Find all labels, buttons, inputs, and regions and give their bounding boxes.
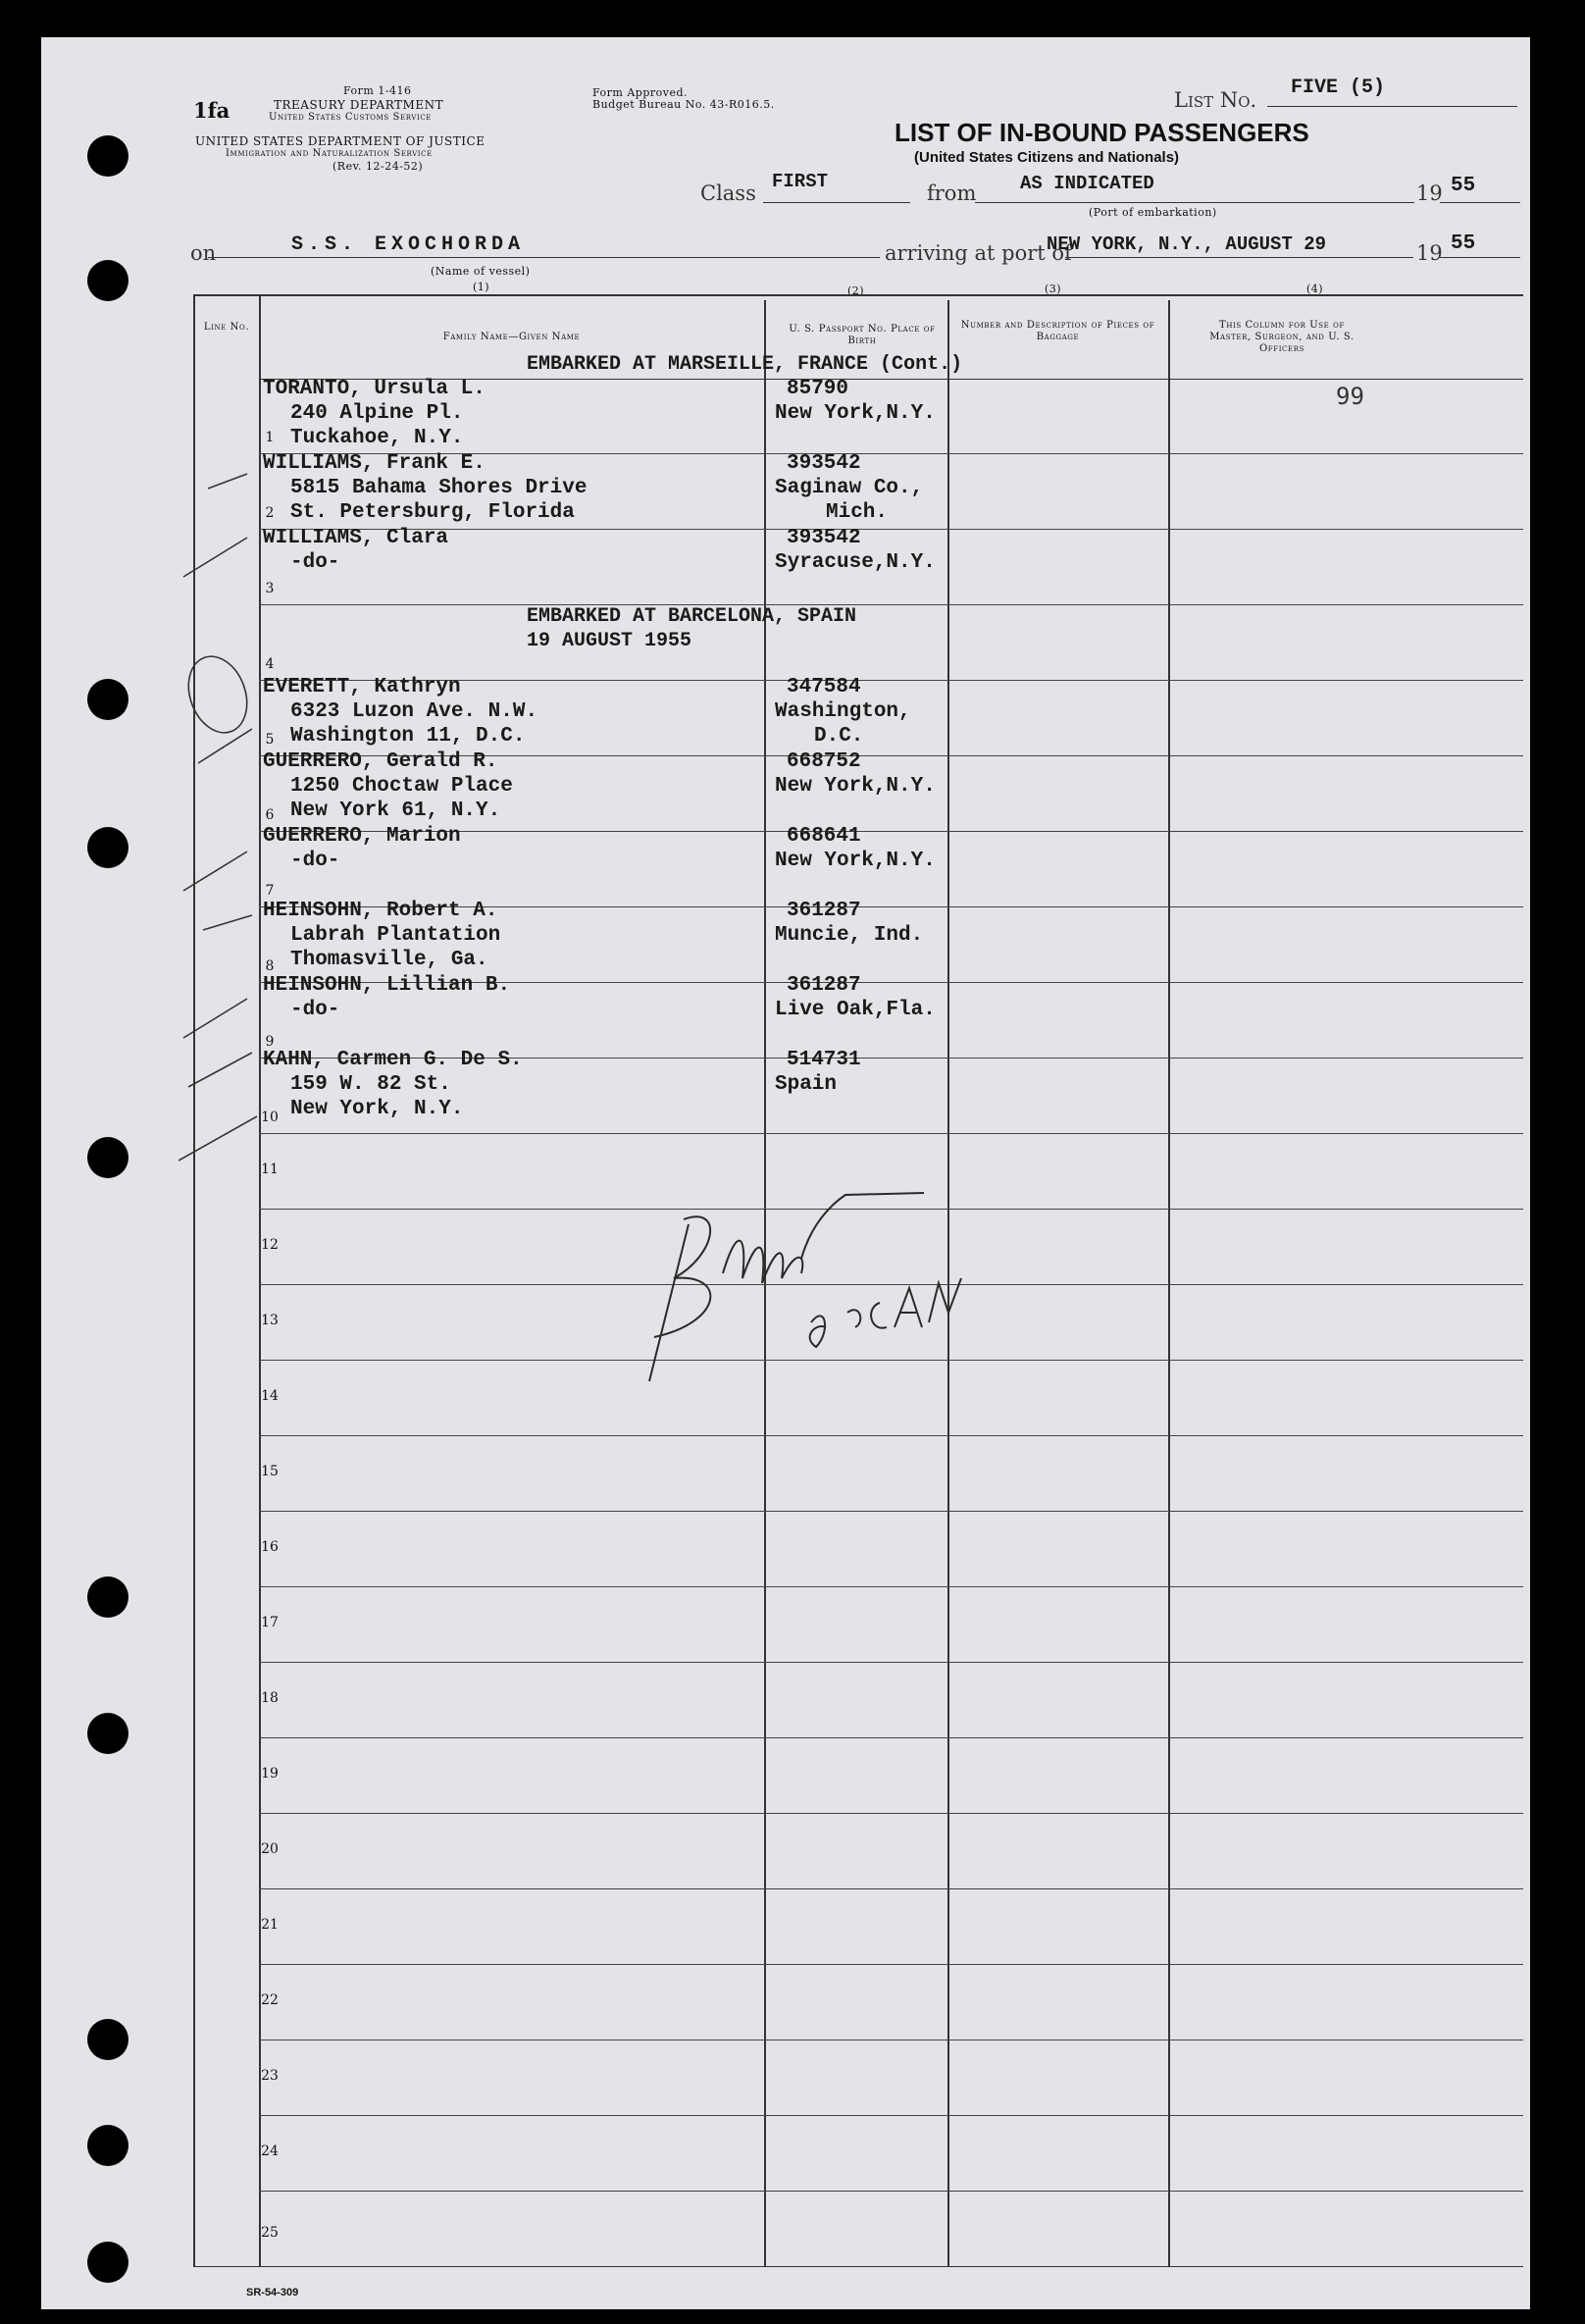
line-number: 23	[261, 2068, 279, 2084]
passport-entry-5	[775, 749, 936, 799]
place-of-birth: Syracuse,N.Y.	[775, 551, 936, 574]
check-mark	[203, 915, 252, 930]
passenger-address: 1250 Choctaw Place	[290, 775, 513, 798]
line-number: 4	[265, 656, 275, 672]
line-number: 2	[265, 505, 275, 521]
arrival-port: NEW YORK, N.Y., AUGUST 29	[1047, 233, 1327, 255]
passenger-name: HEINSOHN, Robert A.	[263, 900, 498, 922]
handwritten-signature	[630, 1165, 1061, 1391]
passenger-address: -do-	[290, 999, 340, 1021]
form-title: LIST OF IN-BOUND PASSENGERS	[895, 118, 1309, 147]
line-number: 5	[265, 732, 275, 748]
line-number: 7	[265, 883, 275, 899]
check-mark	[179, 1116, 257, 1161]
punch-hole	[87, 827, 128, 868]
line-number: 21	[261, 1917, 279, 1933]
passenger-name: KAHN, Carmen G. De S.	[263, 1049, 523, 1071]
passenger-address: New York 61, N.Y.	[290, 800, 501, 822]
header-passport: U. S. Passport No. Place of Birth	[789, 324, 936, 346]
vessel-caption: (Name of vessel)	[431, 265, 531, 278]
passenger-address: Thomasville, Ga.	[290, 949, 488, 971]
line-number: 12	[261, 1237, 279, 1253]
passenger-address: -do-	[290, 850, 340, 872]
vessel-name: S.S. EXOCHORDA	[291, 233, 526, 256]
check-mark	[183, 999, 247, 1038]
line-number: 19	[261, 1766, 279, 1782]
line-number: 24	[261, 2143, 279, 2159]
customs-service: United States Customs Service	[269, 112, 433, 123]
passenger-name: EVERETT, Kathryn	[263, 676, 461, 698]
passenger-name: GUERRERO, Marion	[263, 825, 461, 848]
punch-hole	[87, 260, 128, 301]
place-of-birth: Live Oak,Fla.	[775, 999, 936, 1021]
passenger-address: Labrah Plantation	[290, 924, 501, 947]
line-number: 20	[261, 1841, 279, 1857]
passport-number: 393542	[787, 527, 861, 549]
arrival-year-suffix: 55	[1451, 232, 1476, 255]
place-of-birth: D.C.	[814, 725, 864, 748]
footer-code: SR-54-309	[246, 2287, 299, 2298]
passport-entry-8	[775, 973, 936, 1022]
on-label: on	[190, 241, 217, 265]
place-of-birth: Washington,	[775, 700, 911, 723]
passenger-address: 6323 Luzon Ave. N.W.	[290, 700, 538, 723]
class-value: FIRST	[772, 171, 829, 192]
treasury-dept: TREASURY DEPARTMENT	[274, 98, 444, 112]
place-of-birth: Saginaw Co.,	[775, 477, 924, 499]
arrival-year-prefix: 19	[1416, 241, 1443, 265]
passport-entry-7	[775, 899, 923, 948]
passenger-address: -do-	[290, 551, 340, 574]
line-number: 17	[261, 1615, 279, 1630]
form-number: Form 1-416	[343, 84, 412, 97]
passenger-address: St. Petersburg, Florida	[290, 501, 575, 524]
passenger-name: WILLIAMS, Clara	[263, 527, 449, 549]
check-mark	[183, 538, 247, 577]
year-prefix: 19	[1416, 181, 1443, 205]
passport-entry-2	[775, 451, 923, 525]
line-number: 25	[261, 2225, 279, 2241]
punch-hole	[87, 679, 128, 720]
passenger-name: HEINSOHN, Lillian B.	[263, 974, 511, 997]
check-mark	[183, 852, 247, 891]
check-mark	[198, 729, 252, 763]
port-caption: (Port of embarkation)	[1089, 206, 1217, 219]
place-of-birth: New York,N.Y.	[775, 402, 936, 425]
year-suffix: 55	[1451, 175, 1476, 197]
punch-hole	[87, 2125, 128, 2166]
passenger-entry-2	[263, 451, 587, 525]
header-baggage: Number and Description of Pieces of Baggage	[960, 320, 1155, 342]
form-code: 1fa	[193, 98, 230, 123]
col-num-3: (3)	[1045, 283, 1062, 295]
col-num-2: (2)	[847, 284, 865, 297]
punch-hole	[87, 1137, 128, 1178]
place-of-birth: Muncie, Ind.	[775, 924, 924, 947]
passenger-entry-5	[263, 749, 513, 823]
passenger-entry-3	[263, 526, 448, 575]
passport-number: 361287	[787, 900, 861, 922]
check-mark	[208, 474, 247, 489]
passport-number: 361287	[787, 974, 861, 997]
passenger-entry-1	[263, 377, 486, 450]
line-number: 18	[261, 1690, 279, 1706]
passenger-address: 5815 Bahama Shores Drive	[290, 477, 588, 499]
passport-entry-6	[775, 824, 936, 873]
header-officers: This Column for Use of Master, Surgeon, and U. S. Officers	[1209, 320, 1355, 354]
ins-service: Immigration and Naturalization Service	[226, 148, 433, 159]
punch-hole	[87, 2242, 128, 2283]
from-value: AS INDICATED	[1020, 173, 1154, 194]
section-barcelona-title: EMBARKED AT BARCELONA, SPAIN	[527, 605, 857, 628]
line-number: 16	[261, 1539, 279, 1555]
line-number: 9	[265, 1034, 275, 1050]
passenger-entry-6	[263, 824, 461, 873]
place-of-birth: New York,N.Y.	[775, 775, 936, 798]
line-number: 14	[261, 1388, 279, 1404]
place-of-birth: New York,N.Y.	[775, 850, 936, 872]
justice-dept: UNITED STATES DEPARTMENT OF JUSTICE	[195, 134, 486, 148]
passport-number: 393542	[787, 452, 861, 475]
line-number: 8	[265, 958, 275, 974]
table-top-rule	[193, 294, 1523, 296]
line-number: 11	[261, 1162, 279, 1177]
punch-hole	[87, 1576, 128, 1618]
line-number: 13	[261, 1313, 279, 1328]
passenger-address: New York, N.Y.	[290, 1098, 464, 1120]
punch-hole	[87, 135, 128, 177]
form-subtitle: (United States Citizens and Nationals)	[914, 149, 1180, 166]
passenger-entry-7	[263, 899, 500, 972]
passenger-entry-9	[263, 1048, 523, 1121]
passenger-address: Washington 11, D.C.	[290, 725, 526, 748]
header-name: Family Name—Given Name	[442, 332, 581, 342]
arriving-label: arriving at port of	[885, 241, 1072, 265]
check-mark	[188, 1053, 252, 1087]
line-number: 1	[265, 430, 275, 445]
passport-entry-4	[775, 675, 911, 749]
punch-hole	[87, 2019, 128, 2060]
line-number: 10	[261, 1110, 279, 1125]
list-no-value: FIVE (5)	[1291, 77, 1386, 99]
passport-number: 514731	[787, 1049, 861, 1071]
form-approved: Form Approved.	[592, 86, 689, 99]
class-label: Class	[700, 181, 756, 205]
passport-entry-9	[775, 1048, 861, 1097]
passenger-entry-4	[263, 675, 537, 749]
manifest-page	[41, 37, 1530, 2309]
passport-entry-3	[775, 526, 936, 575]
section-barcelona	[527, 604, 856, 653]
passport-entry-1	[775, 377, 936, 426]
passenger-address: 159 W. 82 St.	[290, 1073, 451, 1096]
punch-hole	[87, 1713, 128, 1754]
passenger-name: WILLIAMS, Frank E.	[263, 452, 486, 475]
form-revision: (Rev. 12-24-52)	[332, 160, 424, 173]
section-barcelona-date: 19 AUGUST 1955	[527, 630, 692, 652]
header-line-no: Line No.	[203, 322, 250, 333]
col-num-4: (4)	[1306, 283, 1324, 295]
passenger-address: Tuckahoe, N.Y.	[290, 427, 464, 449]
passenger-name: TORANTO, Ursula L.	[263, 378, 486, 400]
col-num-1: (1)	[473, 281, 490, 293]
line-number: 15	[261, 1464, 279, 1479]
passport-number: 347584	[787, 676, 861, 698]
place-of-birth: Mich.	[826, 501, 889, 524]
budget-bureau: Budget Bureau No. 43-R016.5.	[592, 98, 775, 111]
passenger-name: GUERRERO, Gerald R.	[263, 750, 498, 773]
section-marseille: EMBARKED AT MARSEILLE, FRANCE (Cont.)	[527, 353, 963, 376]
passenger-entry-8	[263, 973, 510, 1022]
line-number: 22	[261, 1992, 279, 2008]
from-label: from	[927, 181, 977, 205]
passenger-address: 240 Alpine Pl.	[290, 402, 464, 425]
passport-number: 668752	[787, 750, 861, 773]
passport-number: 85790	[787, 378, 849, 400]
passport-number: 668641	[787, 825, 861, 848]
list-no-label: List No.	[1174, 88, 1257, 112]
circle-mark	[179, 648, 257, 741]
line-number: 6	[265, 807, 275, 823]
check-marks	[179, 410, 286, 1175]
place-of-birth: Spain	[775, 1073, 838, 1096]
officer-mark: 99	[1336, 383, 1364, 410]
line-number: 3	[265, 581, 275, 596]
